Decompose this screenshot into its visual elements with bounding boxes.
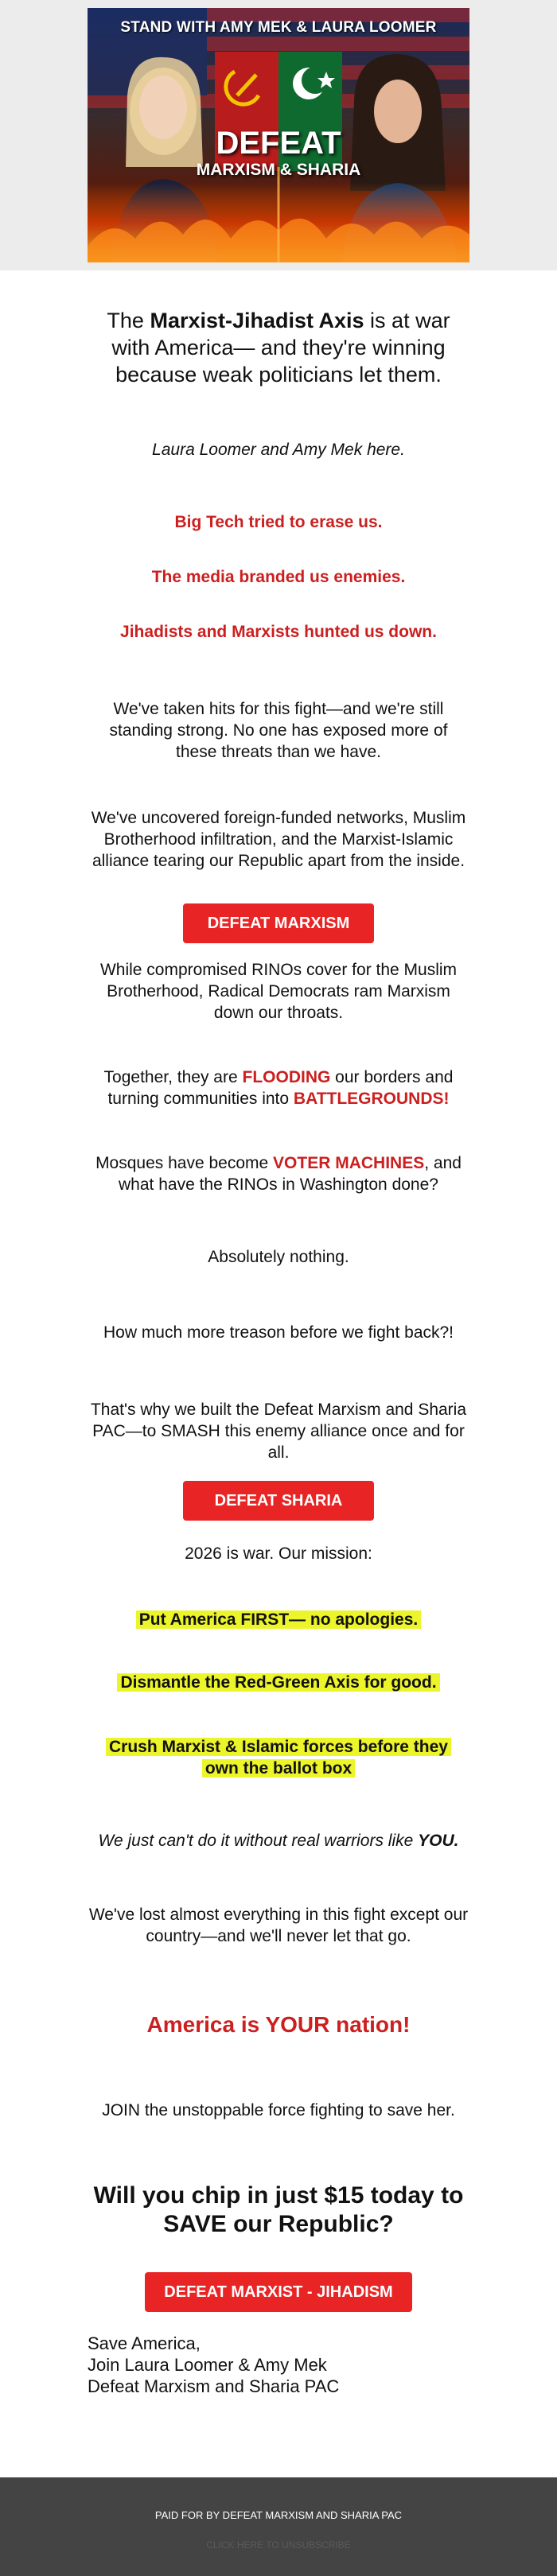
mission-item-3 bbox=[88, 1736, 469, 1779]
red-line-2: The media branded us enemies. bbox=[151, 568, 406, 586]
warriors-you: YOU. bbox=[418, 1832, 459, 1850]
signoff bbox=[88, 2333, 469, 2397]
mosques-a: Mosques have become bbox=[95, 1154, 274, 1172]
signoff-line-1: Save America, bbox=[88, 2333, 201, 2353]
defeat-sharia-button[interactable]: DEFEAT SHARIA bbox=[183, 1481, 374, 1521]
signoff-line-3: Defeat Marxism and Sharia PAC bbox=[88, 2376, 340, 2396]
mission-item-1 bbox=[88, 1609, 469, 1630]
paid-for-disclaimer: PAID FOR BY DEFEAT MARXISM AND SHARIA PAC bbox=[154, 2509, 403, 2521]
red-line-1: Big Tech tried to erase us. bbox=[174, 513, 383, 531]
para-warriors bbox=[88, 1830, 469, 1851]
defeat-marxist-jihadism-button[interactable]: DEFEAT MARXIST - JIHADISM bbox=[145, 2272, 412, 2312]
nation-heading: America is YOUR nation! bbox=[146, 2012, 411, 2037]
para-mission: 2026 is war. Our mission: bbox=[185, 1544, 372, 1563]
hero-top-text: STAND WITH AMY MEK & LAURA LOOMER bbox=[120, 19, 437, 36]
para-rinos: While compromised RINOs cover for the Muslim Brotherhood, Radical Democrats ram Marxism down our throats. bbox=[99, 961, 458, 1022]
para-hits: We've taken hits for this fight—and we're still standing strong. No one has exposed more of these threats than we have. bbox=[109, 700, 448, 761]
warriors-a: We just can't do it without real warriors like bbox=[98, 1832, 419, 1850]
para-lost: We've lost almost everything in this fight except our country—and we'll never let that go. bbox=[88, 1906, 469, 1945]
para-treason: How much more treason before we fight back?! bbox=[103, 1323, 454, 1342]
footer bbox=[0, 2477, 557, 2576]
mission-3-text: Crush Marxist & Islamic forces before they own the ballot box bbox=[106, 1738, 451, 1778]
battlegrounds-highlight: BATTLEGROUNDS! bbox=[293, 1090, 450, 1108]
para-mosques bbox=[88, 1152, 469, 1195]
voter-machines-highlight: VOTER MACHINES bbox=[273, 1154, 425, 1172]
headline-prefix: The bbox=[107, 309, 150, 332]
flooding-c: our borders and turning communities into bbox=[107, 1068, 454, 1108]
para-uncovered: We've uncovered foreign-funded networks, Muslim Brotherhood infiltration, and the Marxist-Islamic alliance tearing our Republic apart from the inside. bbox=[91, 809, 466, 870]
hero-section bbox=[0, 0, 557, 270]
defeat-marxism-button[interactable]: DEFEAT MARXISM bbox=[183, 903, 374, 943]
hero-defeat-text: DEFEAT bbox=[216, 126, 341, 161]
flooding-highlight: FLOODING bbox=[242, 1068, 331, 1086]
mission-2-text: Dismantle the Red-Green Axis for good. bbox=[117, 1673, 439, 1692]
headline-suffix: is at war with America— and they're winning because weak politicians let them. bbox=[111, 309, 450, 387]
intro-text: Laura Loomer and Amy Mek here. bbox=[152, 441, 405, 459]
unsubscribe-link[interactable]: CLICK HERE TO UNSUBSCRIBE bbox=[206, 2539, 351, 2551]
headline-bold: Marxist-Jihadist Axis bbox=[150, 309, 364, 332]
para-join: JOIN the unstoppable force fighting to save her. bbox=[102, 2101, 455, 2119]
email-body bbox=[88, 307, 469, 2397]
headline bbox=[88, 307, 469, 388]
signoff-line-2: Join Laura Loomer & Amy Mek bbox=[88, 2355, 327, 2375]
para-built: That's why we built the Defeat Marxism and Sharia PAC—to SMASH this enemy alliance once and for all. bbox=[90, 1401, 467, 1462]
hero-subtitle: MARXISM & SHARIA bbox=[196, 161, 361, 179]
mission-1-text: Put America FIRST— no apologies. bbox=[136, 1610, 421, 1629]
para-flooding bbox=[88, 1067, 469, 1109]
donation-ask: Will you chip in just $15 today to SAVE our Republic? bbox=[93, 2182, 464, 2237]
hero-banner-image[interactable] bbox=[88, 8, 469, 262]
mosques-c: , and what have the RINOs in Washington done? bbox=[119, 1154, 462, 1194]
red-line-3: Jihadists and Marxists hunted us down. bbox=[120, 623, 437, 641]
flooding-a: Together, they are bbox=[103, 1068, 243, 1086]
mission-item-2 bbox=[88, 1672, 469, 1693]
para-nothing: Absolutely nothing. bbox=[208, 1248, 349, 1266]
